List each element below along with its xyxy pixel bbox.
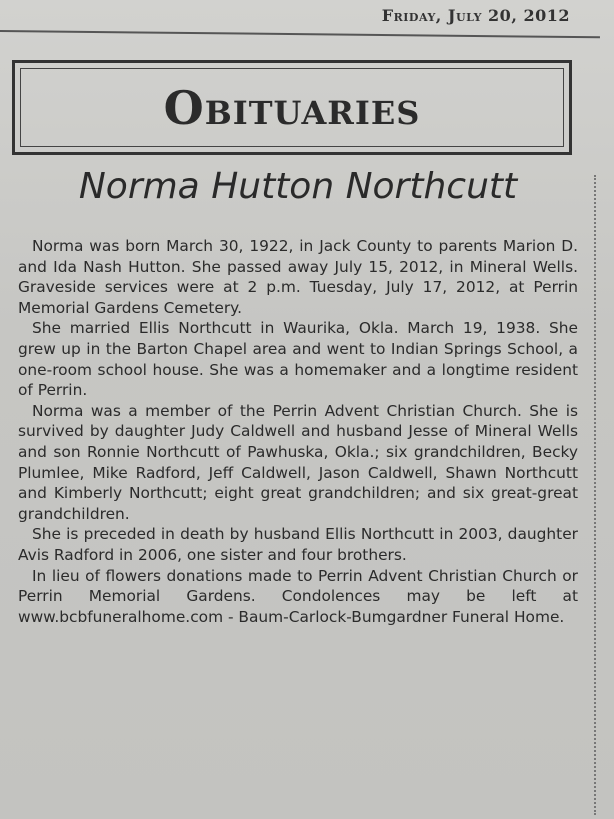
section-banner-inner-frame (20, 68, 564, 147)
page-date: Friday, July 20, 2012 (381, 6, 570, 25)
obituary-paragraph-survivors: Norma was a member of the Perrin Advent Christian Church. She is survived by daughter Judy Caldwell and husband Jesse of Mineral Wells and son Ronnie Northcutt of Pawhuska, Okla.; six grandchildren, Becky Plumlee, Mike Radford, Jeff Caldwell, Jason Caldwell, Shawn Northcutt and Kimberly Northcutt; eight great grandchildren; and six great-great grandchildren. (18, 401, 578, 523)
obituary-paragraph-preceded: She is preceded in death by husband Ellis Northcutt in 2003, daughter Avis Radford in 2006, one sister and four brothers. (18, 525, 578, 564)
obituary-name: Norma Hutton Northcutt (78, 166, 518, 207)
section-title: Obituaries (163, 80, 421, 135)
section-banner (12, 60, 572, 155)
obituary-paragraph-donations: In lieu of flowers donations made to Perrin Advent Christian Church or Perrin Memorial Gardens. Condolences may be left at www.bcbfuneralhome.com - Baum-Carlock-Bumgardner Funeral Home. (18, 566, 578, 626)
obituary-paragraph-birth: Norma was born March 30, 1922, in Jack County to parents Marion D. and Ida Nash Hutton. She passed away July 15, 2012, in Mineral Wells. Graveside services were at 2 p.m. Tuesday, July 17, 2012, at Perrin Memorial Gardens Cemetery. (18, 237, 578, 317)
obituary-body (18, 236, 578, 627)
column-dotted-rule (594, 175, 596, 815)
obituary-paragraph-marriage: She married Ellis Northcutt in Waurika, Okla. March 19, 1938. She grew up in the Barton Chapel area and went to Indian Springs School, a one-room school house. She was a homemaker and a longtime resident of Perrin. (18, 319, 578, 400)
header-rule (0, 30, 600, 38)
